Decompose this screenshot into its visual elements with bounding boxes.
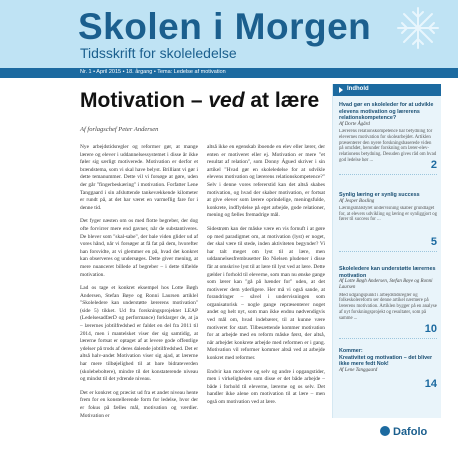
toc-item-page: 14 xyxy=(424,377,437,390)
divider xyxy=(339,338,437,339)
toc-item-title: Skoleledere kan understøtte lærernes motivation xyxy=(339,266,436,279)
toc-item-desc: Lærerens relationskompetence har betydning for elevernes motivation for skolearbejdet. Artiklen præsenterer den nyere forskningsbaserede viden på området, herunder forskning om lærer-elev-relationens betydning. Desuden gives råd om hvad god ledelse bør ... xyxy=(339,128,437,163)
toc-item-title: Synlig læring er synlig success xyxy=(339,192,420,198)
divider xyxy=(339,174,437,175)
toc-item-page: 10 xyxy=(424,322,437,335)
publisher-logo: Dafolo xyxy=(380,426,427,438)
snowflake-icon xyxy=(396,6,440,50)
article-headline: Motivation – ved at lære xyxy=(80,89,320,112)
toc-header xyxy=(333,84,441,96)
toc-item-title: Kommer: Kreativitet og motivation – det bliver ikke mere fedt Nok! xyxy=(339,348,433,368)
article-column-2 xyxy=(207,144,325,413)
toc-item-page: 2 xyxy=(430,158,437,171)
table-of-contents xyxy=(332,84,441,418)
toc-item-page: 5 xyxy=(430,235,437,248)
article-byline: Af forlagschef Peter Andersen xyxy=(80,126,159,133)
play-triangle-icon xyxy=(339,87,343,93)
masthead xyxy=(0,0,458,68)
toc-item-title: Hvad gør en skoleleder for at udvikle elevens motivation og lærerens relationskompetence? xyxy=(339,102,434,122)
toc-item-desc: Med udgangspunkt i arbejdstidsregler og folkeskolereform ser denne artikel nærmere på lærerens motivation. Artiklen bygger på en analyse af nyt forskningsprojekt og resultater, som på samme ... xyxy=(339,292,437,321)
toc-item-author: Af Dorte Ågård xyxy=(339,121,370,127)
magazine-title: Skolen i Morgen xyxy=(78,6,372,47)
paragraph: Det fyger næsten om os med flotte begreber, der dog ofte forvirrer mere end gavner, når de substantiveres. De blever som "skal-sabe", der bale viden glider ud af vores hånd, når vi forsøger at få fat på dem, hvorefter han forsvidte, at vi glemmer en på, hvad det konkret kan observeres og undersøges. Dette giver mening, at mere nuanceret billede af begreber – i dette tilfælde motivation. xyxy=(80,218,198,278)
dafolo-logo-icon xyxy=(380,426,390,436)
divider xyxy=(339,251,437,252)
toc-item[interactable] xyxy=(339,102,437,169)
paragraph: Det er konkret og præcist ud fra et andet niveau hente frem for en konstellerende form for ledelse, hvor der er fokus på fælles mål, motivation og værdier. Motivation er xyxy=(80,389,198,419)
paragraph: Sidestrøm kan der måske være en vis fornuft i at gøre op med paradigmet om, at motivation (lyst) er noget, der skal være til stede, inden aktiviteten begynder? Vi har talt meget om lyst til at lære, men uddannelsesfrembusetter Bo Nielsen pludener i disse får at omskrive lyst til at lære til lyst ved at lære. Dette gælder i forhold til eleverne, som man nu ønske gange som lærer kan "gå på hænder for" uden, at det motiverer dem yderligere. Her må vi også sande, at forandringer – såvel i undervisningen som organisatorisk – nogle gange repræsenterer noget andet og helt nyt, som man ikke endnu nødvendigvis ved mål om, hvad indebærer, til at kunne være motiveret for start. Tilbesættende kommer motivation for at arbejde med en reform måske først, der altså, når arbejdet konkrete arbejde med reformen er i gang. Motivation vil reformer kommer altså ved at arbejde konkret med reformer. xyxy=(207,225,325,362)
issue-line: Nr. 1 • April 2015 • 18. årgang • Tema: Ledelse af motivation xyxy=(80,69,226,75)
paragraph: Lad os tage et konkret eksempel hos Lotte Bøgh Andersen, Stefan Bøye og Ronni Laursen artiklel "Skoleledere kan understøtte lærerens motivation" (side 5) tikket. Ud fra forskningsprojektet LEAP (LedelsesadfærD og performance) forklarger de, at ja – lærernes jobtilfredshed er faldet en del fra 2011 til 2014, men i mantelsket viser der sig samtidig, at lærerne fortsat er optaget af at levere gode offentlige ydelser på trods af deres dalende jobtilfredshed. Det er altså halv-andet Motivation viser sig ajad, at lærerne har mere tilbøjelighed til at bare bidrateverden (skolebeboltere), mindre til det konstaterende niveau og mindst til det ydrende niveau. xyxy=(80,285,198,383)
toc-item-desc: Læringsmålstyret undervisning skaber grundlaget for, at elevers udvikling og læring er synliggjort og fører til success for ... xyxy=(339,205,437,223)
paragraph: altså ikke en egenskab iboende en elev eller lærer, der enten er motiveret eller ej. Motivation er mere "et resultat af relation", som Donny Águed skriver i sin artikel "Hvad gør en skoleledelse for at udvikle elevens motivation og lærerens relationskompetence?" Selv i denne vores refererstid kan det altså skabes motivation, og hvad der skaber motivation, er fortsat at give elever som lærere oprindelige, meningsfulde, konkrete, indflydelse på eget arbejde, gode relationer, mening og fælles fremadrige mål. xyxy=(207,144,325,219)
toc-item[interactable] xyxy=(339,266,437,333)
toc-item-author: Af Lotte Bøgh Andersen, Stefan Bøye og Ronni Laursen xyxy=(339,279,433,291)
paragraph: Nye arbejdstidsregler og reformer gør, at mange lærere og elever i uddannelsessystemet i disse år ikke føler sig særligt motiverede. Motivation er derfor et brændstema, som vi skal have belyst. Brilliant vi gør i dette temanummer. Dette vil vi forsøge at gøre, uden der går "fingerbeskæring" i motivation. Forfatter Lene Tanggaard i sin afsluttende tankevækkende kilometer er rundt på, at det har været en varmeflig fare for i denne tid. xyxy=(80,144,198,211)
toc-item[interactable] xyxy=(339,348,437,390)
paragraph: Endvir kan motivere og selv og andre i opgangstider, men i virkeligheden som disse er det både arbejde – både i forhold til eleverne, lærerne og os selv. Det handler ikke alene om motivation til at lære – men også om motivation ved at lære. xyxy=(207,368,325,405)
magazine-subtitle: Tidsskrift for skoleledelse xyxy=(80,45,237,61)
toc-heading: Indhold xyxy=(347,86,369,92)
toc-item-author: Af Jesper Bosling xyxy=(339,198,375,204)
article-column-1 xyxy=(80,144,198,426)
issue-bar xyxy=(0,68,458,78)
toc-item[interactable] xyxy=(339,192,437,246)
toc-item-author: Af Lene Tanggaard xyxy=(339,367,378,373)
